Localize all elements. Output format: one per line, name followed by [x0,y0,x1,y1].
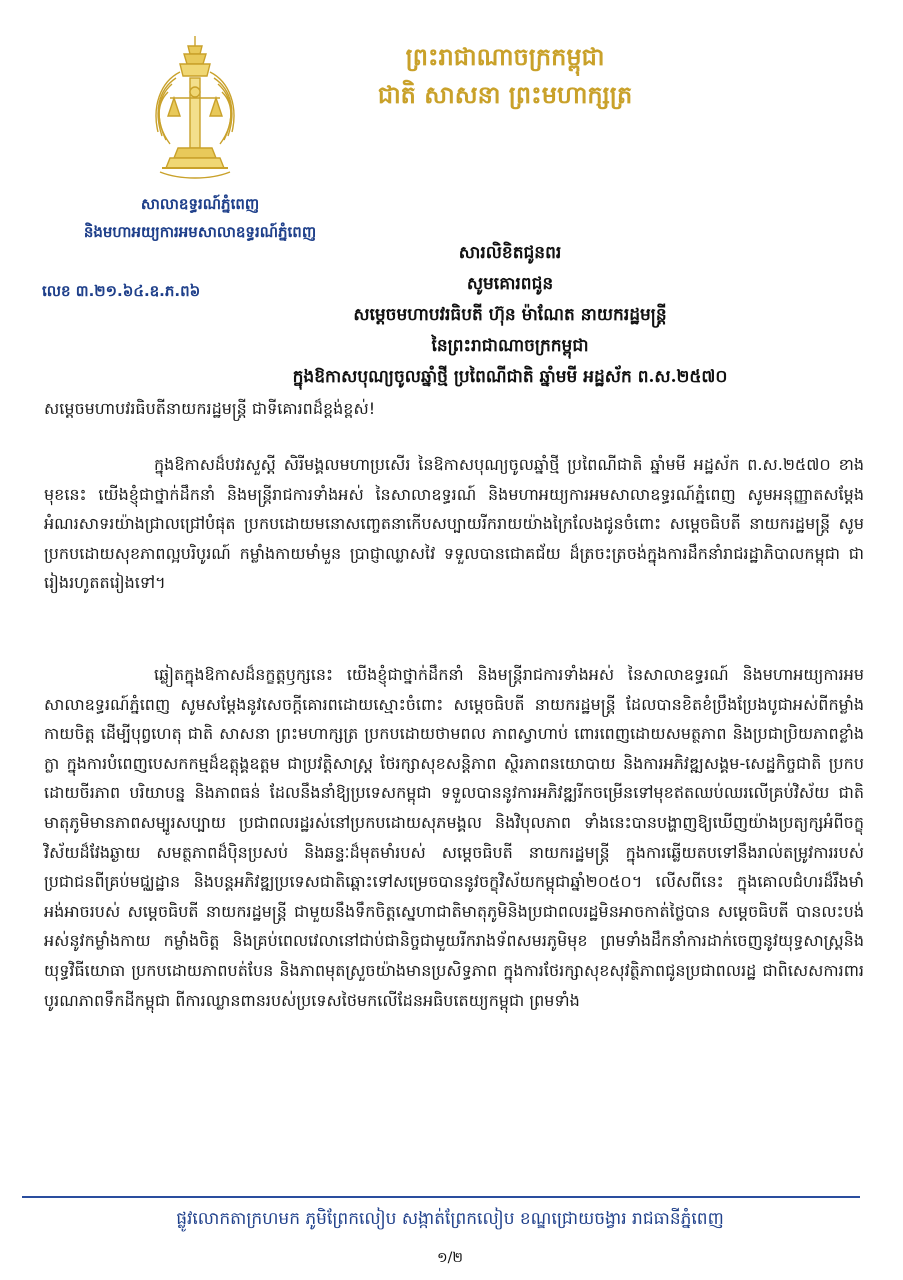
footer-address: ផ្លូវលោកតាក្រហមក ភូមិព្រែកលៀប សង្កាត់ព្រែកលៀប ខណ្ឌជ្រោយចង្វារ រាជធានីភ្នំពេញ [176,1209,724,1229]
recipient-name: សម្តេចមហាបវរធិបតី ហ៊ុន ម៉ាណែត នាយករដ្ឋមន្ត្រី [353,305,667,325]
page-number: ១/២ [437,1250,463,1266]
body-paragraph-2: ឆ្លៀតក្នុងឱកាសដ៏នក្ខត្តឫក្សនេះ យើងខ្ញុំជាថ្នាក់ដឹកនាំ និងមន្ត្រីរាជការទាំងអស់ នៃសាលាឧទ្ធរណ៍ និងមហាអយ្យការអមសាលាឧទ្ធរណ៍ភ្នំពេញ សូមសម្តែងនូវសេចក្តីគោរពដោយស្មោះចំពោះ សម្តេចធិបតី នាយករដ្ឋមន្ត្រី ដែលបានខិតខំប្រឹងប្រែងបូជាអស់ពីកម្លាំងកាយចិត្ត ដើម្បីបុព្វហេតុ ជាតិ សាសនា ព្រះមហាក្សត្រ ប្រកបដោយថាមពល ភាពស្វាហាប់ ពោរពេញដោយសមត្ថភាព និងប្រជាប្រិយភាពខ្លាំងក្លា ក្នុងការបំពេញបេសកកម្មដ៏ឧត្តុង្គឧត្តម ជាប្រវត្តិសាស្ត្រ ថែរក្សាសុខសន្តិភាព ស្ថិរភាពនយោបាយ និងការអភិវឌ្ឍសង្គម-សេដ្ឋកិច្ចជាតិ ប្រកបដោយចីរភាព បរិយាបន្ន និងភាពធន់ ដែលនឹងនាំឱ្យប្រទេសកម្ពុជា ទទួលបាននូវការអភិវឌ្ឍរីកចម្រើនទៅមុខឥតឈប់ឈរលើគ្រប់វិស័យ ជាតិមាតុភូមិមានភាពសម្បូរសប្បាយ ប្រជាពលរដ្ឋរស់នៅប្រកបដោយសុភមង្គល និងវិបុលភាព ទាំងនេះបានបង្ហាញឱ្យឃើញយ៉ាងប្រត្យក្សអំពីចក្ខុវិស័យដ៏វែងឆ្ងាយ សមត្ថភាពដ៏ប៉ិនប្រសប់ និងឆន្ទៈដ៏មុតមាំរបស់ សម្តេចធិបតី នាយករដ្ឋមន្ត្រី ក្នុងការឆ្លើយតបទៅនឹងរាល់តម្រូវការរបស់ប្រជាជនពីគ្រប់មជ្ឈដ្ឋាន និងបន្តអភិវឌ្ឍប្រទេសជាតិឆ្ពោះទៅសម្រេចបាននូវចក្ខុវិស័យកម្ពុជាឆ្នាំ២០៥០។ លើសពីនេះ ក្នុងគោលជំហរដ៏រឹងមាំអង់អាចរបស់ សម្តេចធិបតី នាយករដ្ឋមន្ត្រី ជាមួយនឹងទឹកចិត្តស្នេហាជាតិមាតុភូមិនិងប្រជាពលរដ្ឋមិនអាចកាត់ថ្លៃបាន សម្តេចធិបតី បានលះបង់អស់នូវកម្លាំងកាយ កម្លាំងចិត្ត និងគ្រប់ពេលវេលានៅជាប់ជានិច្ចជាមួយរីករាងទ័ពសមរភូមិមុខ ព្រមទាំងដឹកនាំការដាក់ចេញនូវយុទ្ធសាស្ត្រនិងយុទ្ធវិធីយោធា ប្រកបដោយភាពបត់បែន និងភាពមុតស្រួចយ៉ាងមានប្រសិទ្ធភាព ក្នុងការថែរក្សាសុខសុវត្ថិភាពជូនប្រជាពលរដ្ឋ ជាពិសេសការពារបូរណភាពទឹកដីកម្ពុជា ពីការឈ្លានពានរបស់ប្រទេសថៃមកលើដែនអធិបតេយ្យកម្ពុជា ព្រមទាំង [44,665,864,1010]
footer-divider [22,1196,860,1198]
kingdom-header [340,38,670,114]
recipient-country: នៃព្រះរាជាណាចក្រកម្ពុជា [431,336,589,356]
occasion-line: ក្នុងឱកាសបុណ្យចូលឆ្នាំថ្មី ប្រពៃណីជាតិ ឆ្នាំមមី អដ្ឋស័ក ព.ស.២៥៧០ [292,367,728,387]
letter-title-block [150,238,870,393]
sender-name-line1: សាលាឧទ្ធរណ៍ភ្នំពេញ [140,195,260,213]
kingdom-name: ព្រះរាជាណាចក្រកម្ពុជា [405,42,605,71]
letter-title: សារលិខិតជូនពរ [458,243,562,263]
sender-name-line2: និងមហាអយ្យការអមសាលាឧទ្ធរណ៍ភ្នំពេញ [83,223,317,241]
salutation: សម្តេចមហាបវរធិបតីនាយករដ្ឋមន្ត្រី ជាទីគោរពដ៏ខ្ពង់ខ្ពស់! [44,399,376,418]
body-paragraph-1: ក្នុងឱកាសដ៏បវរសួស្តី សិរីមង្គលមហាប្រសើរ នៃឱកាសបុណ្យចូលឆ្នាំថ្មី ប្រពៃណីជាតិ ឆ្នាំមមី អដ្ឋស័ក ព.ស.២៥៧០ ខាងមុខនេះ យើងខ្ញុំជាថ្នាក់ដឹកនាំ និងមន្ត្រីរាជការទាំងអស់ នៃសាលាឧទ្ធរណ៍ និងមហាអយ្យការអមសាលាឧទ្ធរណ៍ភ្នំពេញ សូមអនុញ្ញាតសម្តែងអំណរសាទរយ៉ាងជ្រាលជ្រៅបំផុត ប្រកបដោយមនោសញ្ចេតនាកើបសប្បាយរីករាយយ៉ាងក្រៃលែងជូនចំពោះ សម្តេចធិបតី នាយករដ្ឋមន្ត្រី សូមប្រកបដោយសុខភាពល្អបរិបូរណ៍ កម្លាំងកាយមាំមួន ប្រាជ្ញាឈ្លាសវៃ ទទួលបានជោគជ័យ ដ៏ត្រចះត្រចង់ក្នុងការដឹកនាំរាជរដ្ឋាភិបាលកម្ពុជា ជារៀងរហូតតរៀងទៅ។ [44,455,864,593]
national-motto: ជាតិ សាសនា ព្រះមហាក្សត្រ [377,80,633,109]
royal-emblem-icon [140,32,250,182]
reference-number: លេខ ៣.២១.៦៤.ឧ.ភ.ព៦ [42,282,201,300]
letter-addressing: សូមគោរពជូន [466,274,554,294]
